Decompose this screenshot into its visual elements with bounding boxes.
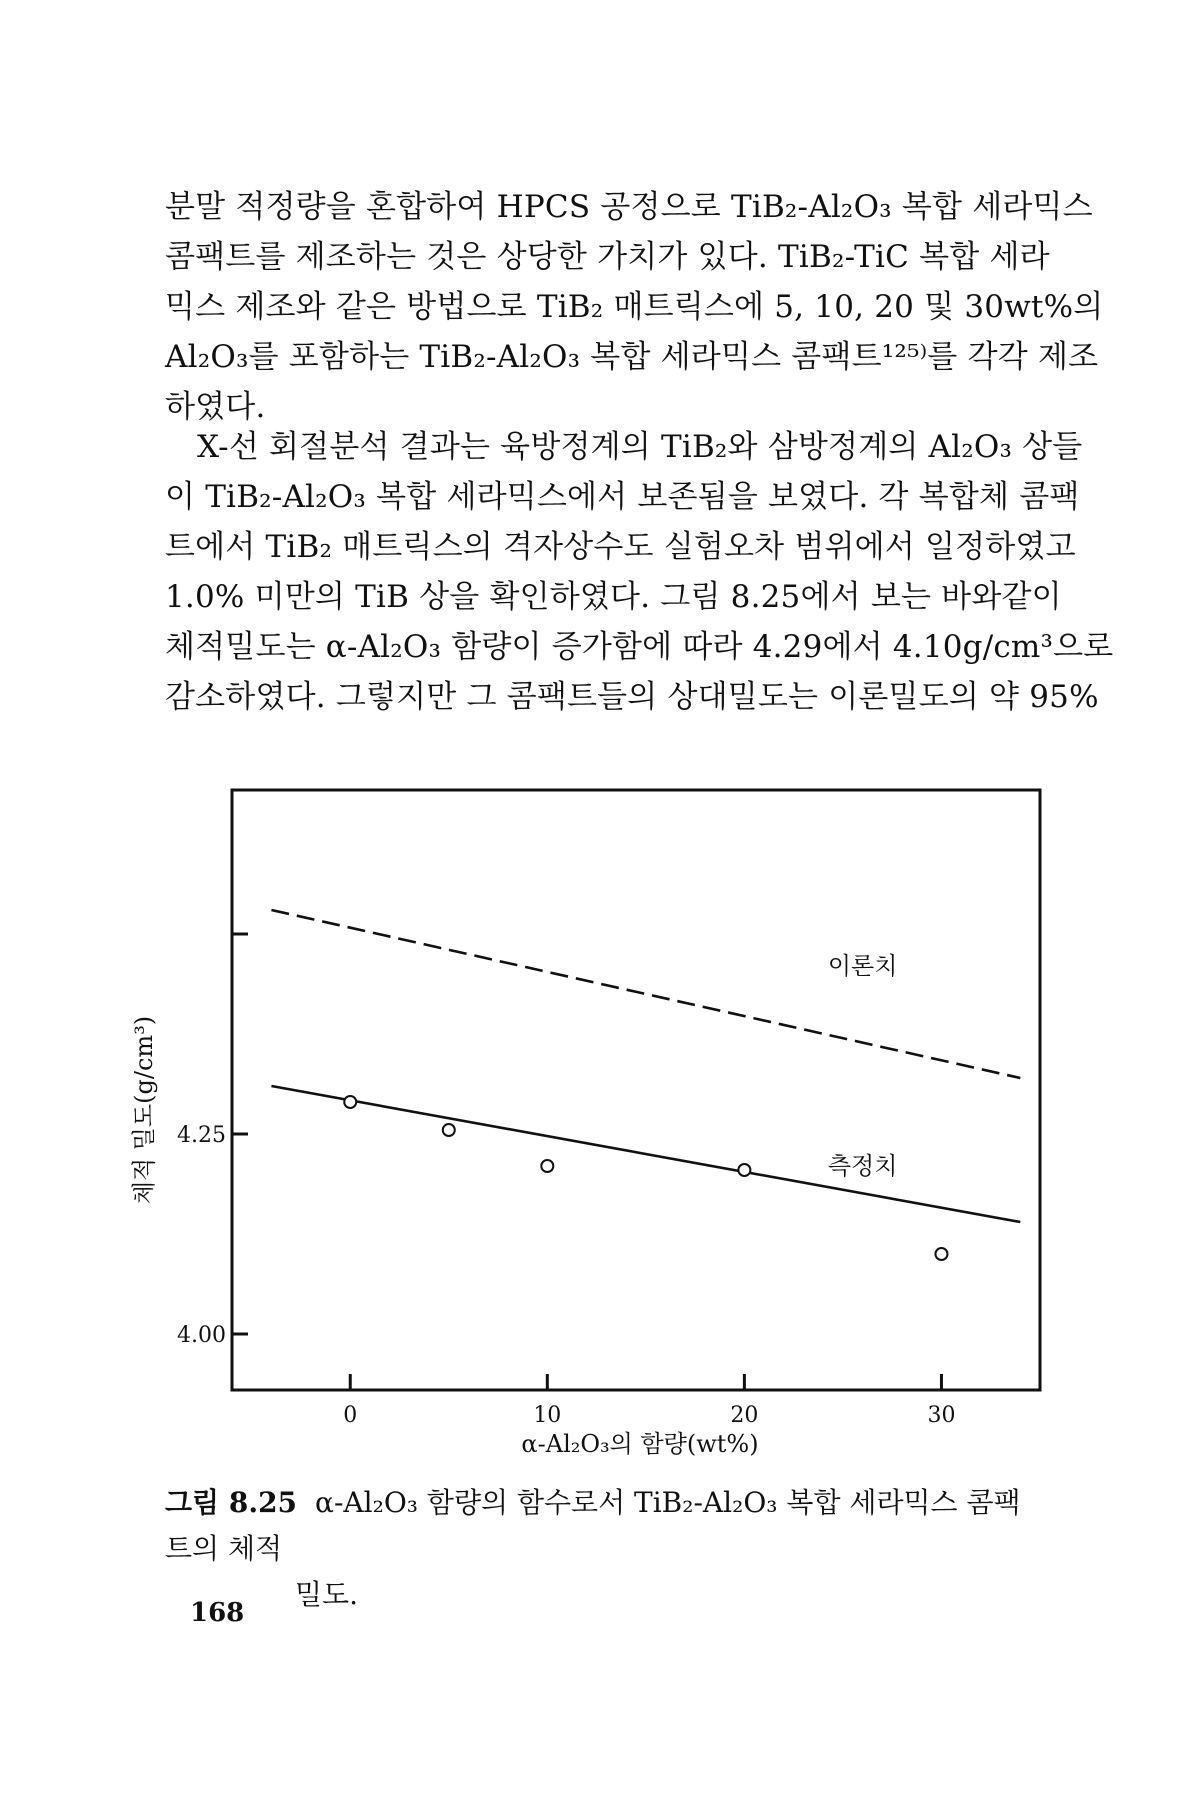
series-label-theoretical: 이론치 (827, 952, 898, 980)
text-line: Al₂O₃를 포함하는 TiB₂-Al₂O₃ 복합 세라믹스 콤팩트¹²⁵⁾를 각각 제조 (165, 339, 1099, 375)
text-line: 믹스 제조와 같은 방법으로 TiB₂ 매트릭스에 5, 10, 20 및 30wt%의 (165, 289, 1104, 325)
x-tick-label: 10 (533, 1403, 562, 1428)
text-line: X-선 회절분석 결과는 육방정계의 TiB₂와 삼방정계의 Al₂O₃ 상들 (197, 429, 1083, 465)
text-line: 콤팩트를 제조하는 것은 상당한 가치가 있다. TiB₂-TiC 복합 세라 (165, 239, 1050, 275)
text-line: 1.0% 미만의 TiB 상을 확인하였다. 그림 8.25에서 보는 바와같이 (165, 579, 1062, 615)
x-tick-label: 30 (927, 1403, 956, 1428)
text-line: 감소하였다. 그렇지만 그 콤팩트들의 상대밀도는 이론밀도의 약 95% (165, 679, 1099, 715)
measured-line (271, 1086, 1020, 1222)
data-point (935, 1248, 947, 1260)
text-line: 이 TiB₂-Al₂O₃ 복합 세라믹스에서 보존됨을 보였다. 각 복합체 콤팩 (165, 479, 1080, 515)
text-line: 하였다. (165, 389, 266, 425)
x-tick-label: 0 (343, 1403, 358, 1428)
body-paragraph-1 (165, 182, 1104, 432)
caption-text-continued: 밀도. (295, 1578, 358, 1611)
data-point (541, 1160, 553, 1172)
plot-frame (232, 790, 1040, 1390)
x-tick-label: 20 (730, 1403, 759, 1428)
data-point (344, 1096, 356, 1108)
y-tick-label: 4.00 (177, 1323, 226, 1348)
x-axis-label: α-Al₂O₃의 함량(wt%) (521, 1430, 759, 1458)
density-chart (120, 770, 1080, 1470)
body-paragraph-2 (165, 422, 1114, 722)
y-axis-label: 체적 밀도(g/cm³) (130, 1015, 158, 1205)
data-point (738, 1164, 750, 1176)
text-line: 분말 적정량을 혼합하여 HPCS 공정으로 TiB₂-Al₂O₃ 복합 세라믹스 (165, 189, 1093, 225)
text-line: 체적밀도는 α-Al₂O₃ 함량이 증가함에 따라 4.29에서 4.10g/cm³으로 (165, 629, 1114, 665)
figure-number: 그림 8.25 (165, 1486, 298, 1519)
series-label-measured: 측정치 (827, 1152, 898, 1180)
text-line: 트에서 TiB₂ 매트릭스의 격자상수도 실험오차 범위에서 일정하였고 (165, 529, 1076, 565)
theoretical-line (271, 910, 1020, 1078)
data-point (443, 1124, 455, 1136)
caption-text: α-Al₂O₃ 함량의 함수로서 TiB₂-Al₂O₃ 복합 세라믹스 콤팩트의 체적 (165, 1486, 1021, 1565)
y-tick-label: 4.25 (177, 1123, 226, 1148)
figure-caption (165, 1480, 1035, 1618)
page-number: 168 (190, 1598, 245, 1628)
